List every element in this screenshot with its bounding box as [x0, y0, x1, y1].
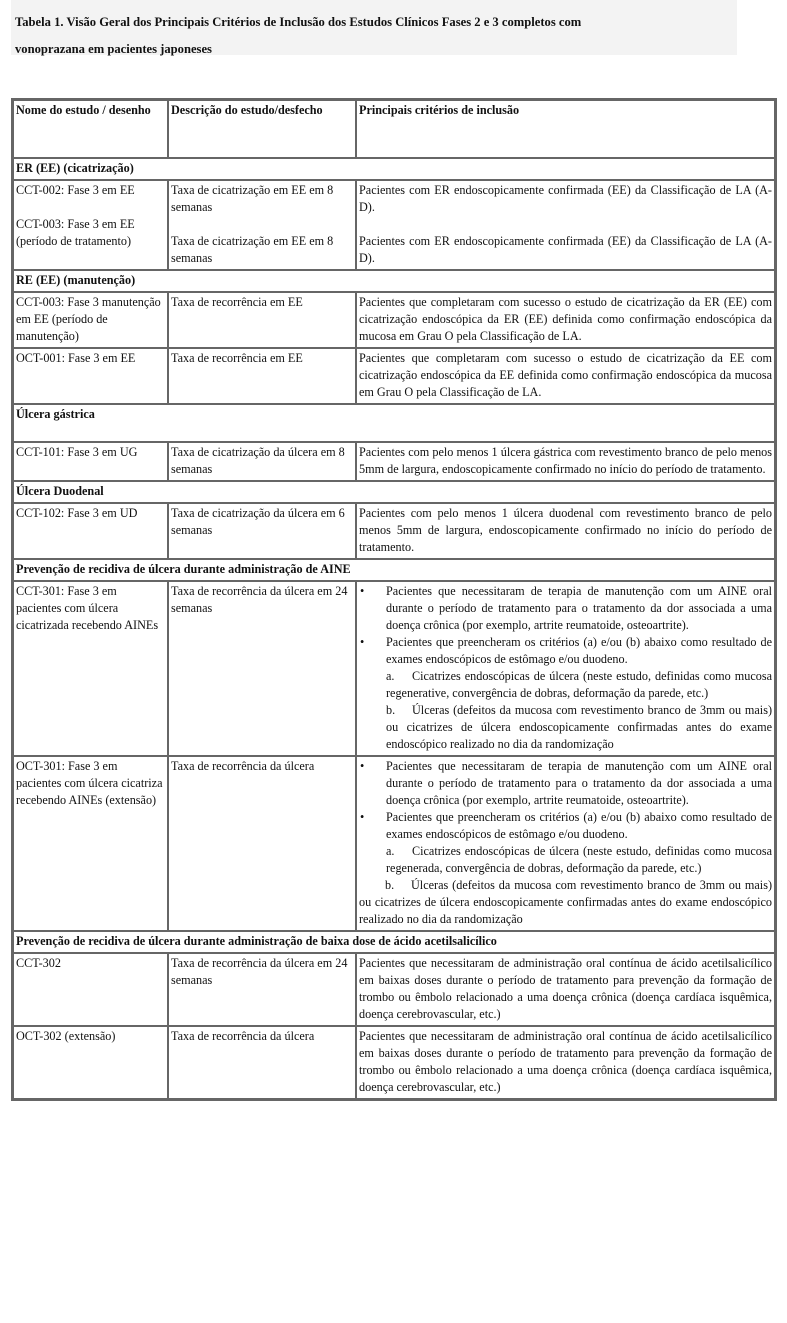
- header-criteria: Principais critérios de inclusão: [356, 100, 775, 158]
- sub-item-text: Cicatrizes endoscópicas de úlcera (neste estudo, definidas como mucosa regenerative, convergência de dobras, deformação da parede, etc.): [386, 669, 772, 700]
- criteria-sub-item-a: [359, 668, 772, 702]
- sub-item-label: a.: [386, 669, 395, 683]
- section-er-healing: ER (EE) (cicatrização): [13, 158, 775, 180]
- study-criteria-cct302: Pacientes que necessitaram de administração oral contínua de ácido acetilsalicílico em baixas doses durante o período de tratamento para prevenção da formação de trombo ou êmbolo relacionado a uma doença crônica (doença cardíaca isquêmica, doença cerebrovascular, etc.): [356, 953, 775, 1026]
- inclusion-criteria-table: [11, 98, 777, 1101]
- list-item: • Pacientes que necessitaram de terapia de manutenção com um AINE oral durante o período de tratamento para o tratamento da dor associada a uma doença crônica (por exemplo, artrite reumatoide, osteoartrite).: [386, 583, 772, 634]
- sub-item-text: Úlceras (defeitos da mucosa com revestimento branco de 3mm ou mais) ou cicatrizes de úlcera endoscopicamente confirmadas antes do exame endoscópico realizado no dia da randomização: [359, 878, 772, 926]
- study-name-cct003b: CCT-003: Fase 3 manutenção em EE (período de manutenção): [13, 292, 168, 348]
- study-desc-cct002: Taxa de cicatrização em EE em 8 semanas: [171, 183, 334, 214]
- study-name-cct102: CCT-102: Fase 3 em UD: [13, 503, 168, 559]
- study-desc-oct001: Taxa de recorrência em EE: [168, 348, 356, 404]
- table-row: [13, 1026, 775, 1099]
- study-desc-cct102: Taxa de cicatrização da úlcera em 6 semanas: [168, 503, 356, 559]
- caption-line-2: vonoprazana em pacientes japoneses: [15, 42, 212, 56]
- section-er-maintenance: RE (EE) (manutenção): [13, 270, 775, 292]
- study-name-oct301: OCT-301: Fase 3 em pacientes com úlcera cicatriza recebendo AINEs (extensão): [13, 756, 168, 931]
- table-row: [13, 503, 775, 559]
- study-criteria-cct003a: Pacientes com ER endoscopicamente confirmada (EE) da Classificação de LA (A-D).: [359, 234, 772, 265]
- criteria-bullet-list: [359, 758, 772, 843]
- study-name-cct302: CCT-302: [13, 953, 168, 1026]
- sub-item-label: a.: [386, 844, 395, 858]
- study-name-cct301: CCT-301: Fase 3 em pacientes com úlcera cicatrizada recebendo AINEs: [13, 581, 168, 756]
- section-row: [13, 559, 775, 581]
- table-row: [13, 953, 775, 1026]
- section-row: [13, 404, 775, 442]
- criteria-sub-item-b: [359, 702, 772, 753]
- table-row: [13, 756, 775, 931]
- sub-item-label: b.: [386, 703, 396, 717]
- section-gastric: Úlcera gástrica: [13, 404, 775, 442]
- study-desc-cct302: Taxa de recorrência da úlcera em 24 semanas: [168, 953, 356, 1026]
- study-criteria-oct001: Pacientes que completaram com sucesso o estudo de cicatrização da EE com cicatrização endoscópica da EE definida como confirmação endoscópica da mucosa em Grau O pela Classificação de LA.: [356, 348, 775, 404]
- sub-item-text: Úlceras (defeitos da mucosa com revestimento branco de 3mm ou mais) ou cicatrizes de úlcera endoscopicamente confirmadas antes do exame endoscópico realizado no dia da randomização: [386, 703, 772, 751]
- study-criteria-cct301: [356, 581, 775, 756]
- study-criteria-cct101: Pacientes com pelo menos 1 úlcera gástrica com revestimento branco de pelo menos 5mm de largura, endoscopicamente confirmado no início do período de tratamento.: [356, 442, 775, 481]
- header-description: Descrição do estudo/desfecho: [168, 100, 356, 158]
- section-aas: Prevenção de recidiva de úlcera durante administração de baixa dose de ácido acetilsalicílico: [13, 931, 775, 953]
- criteria-sub-item-a: [359, 843, 772, 877]
- study-desc-oct301: Taxa de recorrência da úlcera: [168, 756, 356, 931]
- section-row: [13, 931, 775, 953]
- study-desc-cct101: Taxa de cicatrização da úlcera em 8 semanas: [168, 442, 356, 481]
- study-name-oct001: OCT-001: Fase 3 em EE: [13, 348, 168, 404]
- section-aine: Prevenção de recidiva de úlcera durante administração de AINE: [13, 559, 775, 581]
- criteria-sub-item-b: [359, 877, 772, 928]
- section-row: [13, 481, 775, 503]
- list-item: • Pacientes que preencheram os critérios (a) e/ou (b) abaixo como resultado de exames endoscópicos de estômago e/ou duodeno.: [386, 634, 772, 668]
- criteria-bullet-list: [359, 583, 772, 668]
- list-item: • Pacientes que necessitaram de terapia de manutenção com um AINE oral durante o período de tratamento para o tratamento da dor associada a uma doença crônica (por exemplo, artrite reumatoide, osteoartrite).: [386, 758, 772, 809]
- sub-item-label: b.: [385, 878, 395, 892]
- study-criteria-cct002: Pacientes com ER endoscopicamente confirmada (EE) da Classificação de LA (A-D).: [359, 183, 772, 214]
- study-criteria-oct302: Pacientes que necessitaram de administração oral contínua de ácido acetilsalicílico em baixas doses durante o período de tratamento para prevenção da formação de trombo ou êmbolo relacionado a uma doença crônica (doença cardíaca isquêmica, doença cerebrovascular, etc.): [356, 1026, 775, 1099]
- section-row: [13, 158, 775, 180]
- study-desc-cct003a: Taxa de cicatrização em EE em 8 semanas: [171, 234, 334, 265]
- section-duodenal: Úlcera Duodenal: [13, 481, 775, 503]
- header-study-name: Nome do estudo / desenho: [13, 100, 168, 158]
- study-name-cct101: CCT-101: Fase 3 em UG: [13, 442, 168, 481]
- table-row: [13, 581, 775, 756]
- table-row: [13, 442, 775, 481]
- section-row: [13, 270, 775, 292]
- table-row: [13, 292, 775, 348]
- study-criteria-cct102: Pacientes com pelo menos 1 úlcera duodenal com revestimento branco de pelo menos 5mm de largura, endoscopicamente confirmado no início do período de tratamento.: [356, 503, 775, 559]
- study-criteria-oct301: [356, 756, 775, 931]
- sub-item-text: Cicatrizes endoscópicas de úlcera (neste estudo, definidas como mucosa regenerada, convergência de dobras, deformação da parede, etc.): [386, 844, 772, 875]
- study-desc-cct301: Taxa de recorrência da úlcera em 24 semanas: [168, 581, 356, 756]
- table-row: [13, 180, 775, 270]
- study-desc-oct302: Taxa de recorrência da úlcera: [168, 1026, 356, 1099]
- table-caption: [11, 0, 737, 55]
- study-name-cct003a: CCT-003: Fase 3 em EE (período de tratamento): [16, 217, 135, 248]
- table-row: [13, 348, 775, 404]
- table-header-row: [13, 100, 775, 158]
- study-criteria-cct003b: Pacientes que completaram com sucesso o estudo de cicatrização da ER (EE) com cicatrização endoscópica da ER (EE) definida como confirmação endoscópica da mucosa em Grau O pela Classificação de LA.: [356, 292, 775, 348]
- study-desc-cct003b: Taxa de recorrência em EE: [168, 292, 356, 348]
- list-item: • Pacientes que preencheram os critérios (a) e/ou (b) abaixo como resultado de exames endoscópicos de estômago e/ou duodeno.: [386, 809, 772, 843]
- study-name-oct302: OCT-302 (extensão): [13, 1026, 168, 1099]
- caption-line-1: Tabela 1. Visão Geral dos Principais Critérios de Inclusão dos Estudos Clínicos Fases 2 e 3 completos com: [15, 15, 582, 29]
- study-name-cct002: CCT-002: Fase 3 em EE: [16, 183, 135, 197]
